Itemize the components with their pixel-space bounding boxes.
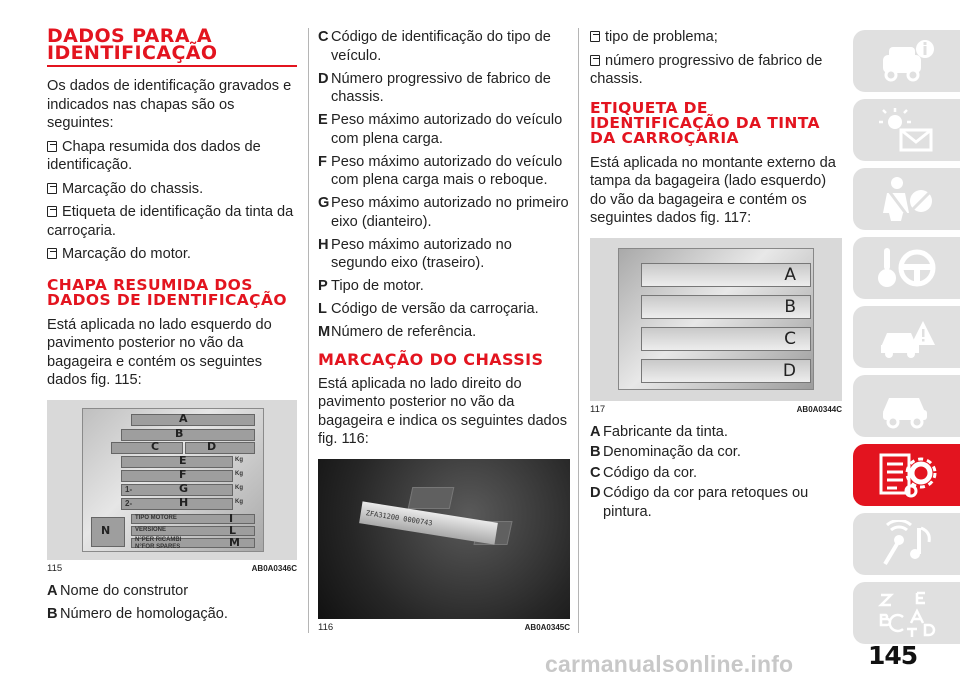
figure-code: AB0A0346C: [251, 563, 297, 573]
tab-dashboard-lights[interactable]: [853, 99, 960, 161]
car-info-icon: [877, 37, 937, 85]
list-item: número progressivo de fabrico de chassis.: [590, 52, 823, 87]
figure-number: 116: [318, 621, 334, 633]
list-item: C Código da cor.: [590, 464, 698, 481]
column-2: [318, 28, 570, 633]
chassis-marking-photo: [318, 459, 570, 619]
watermark: carmanualsonline.info: [545, 651, 794, 677]
checkbox-bullet-icon: [47, 248, 57, 259]
paint-label-paragraph: Está aplicada no montante externo da tampa da bagageira (lado esquerdo) do vão da bagageira e contém os seguintes dados fig. 117:: [590, 154, 836, 226]
list-item: H Peso máximo autorizado no segundo eixo (traseiro).: [318, 236, 512, 271]
list-item: M Número de referência.: [318, 324, 477, 340]
plate-paragraph: Está aplicada no lado esquerdo do pavimento posterior no vão da bagageira e contém os seguintes dados fig. 115:: [47, 316, 272, 388]
checkbox-bullet-icon: [47, 183, 57, 194]
checkbox-bullet-icon: [590, 55, 600, 66]
checkbox-bullet-icon: [590, 31, 600, 42]
list-item: F Peso máximo autorizado do veículo com plena carga mais o reboque.: [318, 153, 563, 188]
figure-116: [318, 459, 570, 633]
figure-code: AB0A0345C: [524, 622, 570, 632]
column-divider: [308, 28, 309, 633]
dashboard-lights-icon: [877, 106, 937, 154]
technical-data-gear-icon: [877, 451, 937, 499]
seatbelt-airbag-icon: [877, 175, 937, 223]
tab-maintenance[interactable]: [853, 375, 960, 437]
tab-technical-data[interactable]: [853, 444, 960, 506]
list-item: A Nome do construtor: [47, 582, 189, 599]
figure-number: 115: [47, 562, 63, 574]
steering-key-icon: [877, 244, 937, 292]
list-item: P Tipo de motor.: [318, 278, 424, 294]
heading-plate-summary: CHAPA RESUMIDA DOS DADOS DE IDENTIFICAÇÃO: [47, 275, 287, 309]
chassis-stamp: ZFA31200 0000743: [359, 501, 498, 544]
list-item: Chapa resumida dos dados de identificação.: [47, 138, 261, 173]
column-1: [47, 25, 297, 628]
list-item: A Fabricante da tinta.: [590, 423, 728, 440]
checkbox-bullet-icon: [47, 206, 57, 217]
list-item: Marcação do chassis.: [47, 180, 297, 199]
tab-car-info[interactable]: [853, 30, 960, 92]
tab-safety[interactable]: [853, 168, 960, 230]
column-3: [590, 28, 842, 523]
car-emergency-icon: [877, 313, 937, 361]
paint-label: A B C D: [618, 248, 814, 390]
list-item: Etiqueta de identificação da tinta da carroçaria.: [47, 204, 294, 239]
list-item: tipo de problema;: [590, 28, 842, 47]
list-item: D Código da cor para retoques ou pintura.: [590, 485, 809, 520]
multimedia-icon: [877, 520, 937, 568]
identification-plate-image: [47, 400, 297, 560]
page-number: 145: [868, 641, 918, 670]
list-item: E Peso máximo autorizado do veículo com plena carga.: [318, 112, 563, 147]
column-divider: [578, 28, 579, 633]
list-item: B Número de homologação.: [47, 605, 228, 622]
heading-paint-label: ETIQUETA DE IDENTIFICAÇÃO DA TINTA DA CARROÇARIA: [590, 98, 820, 147]
figure-117: [590, 238, 842, 415]
list-item: Marcação do motor.: [47, 245, 297, 264]
list-item: L Código de versão da carroçaria.: [318, 301, 539, 317]
figure-code: AB0A0344C: [796, 404, 842, 414]
tab-index[interactable]: [853, 582, 960, 644]
heading-chassis-marking: MARCAÇÃO DO CHASSIS: [318, 349, 544, 369]
checkbox-bullet-icon: [47, 141, 57, 152]
list-item: B Denominação da cor.: [590, 444, 741, 460]
figure-number: 117: [590, 403, 606, 415]
tab-starting-driving[interactable]: [853, 237, 960, 299]
heading-identification-data: DADOS PARA A IDENTIFICAÇÃO: [47, 28, 297, 67]
chassis-paragraph: Está aplicada no lado direito do pavimento posterior no vão da bagageira e indica os seguintes dados fig. 116:: [318, 375, 568, 447]
list-item: D Número progressivo de fabrico de chassis.: [318, 70, 551, 105]
tab-multimedia[interactable]: [853, 513, 960, 575]
intro-paragraph: Os dados de identificação gravados e indicados nas chapas são os seguintes:: [47, 78, 292, 131]
figure-115: [47, 400, 297, 574]
identification-plate: A B C D E F G H I L M N Kg Kg Kg Kg 1- 2- TIPO MOTORE VERSIONE N°PER RICAMBI N°FOR SPARES: [82, 408, 264, 552]
tab-emergency[interactable]: [853, 306, 960, 368]
car-maintenance-icon: [877, 382, 937, 430]
list-item: C Código de identificação do tipo de veículo.: [318, 29, 551, 64]
list-item: G Peso máximo autorizado no primeiro eixo (dianteiro).: [318, 195, 569, 230]
chapter-tabs: [853, 30, 960, 651]
paint-label-image: [590, 238, 842, 401]
alphabetical-index-icon: [877, 589, 937, 637]
